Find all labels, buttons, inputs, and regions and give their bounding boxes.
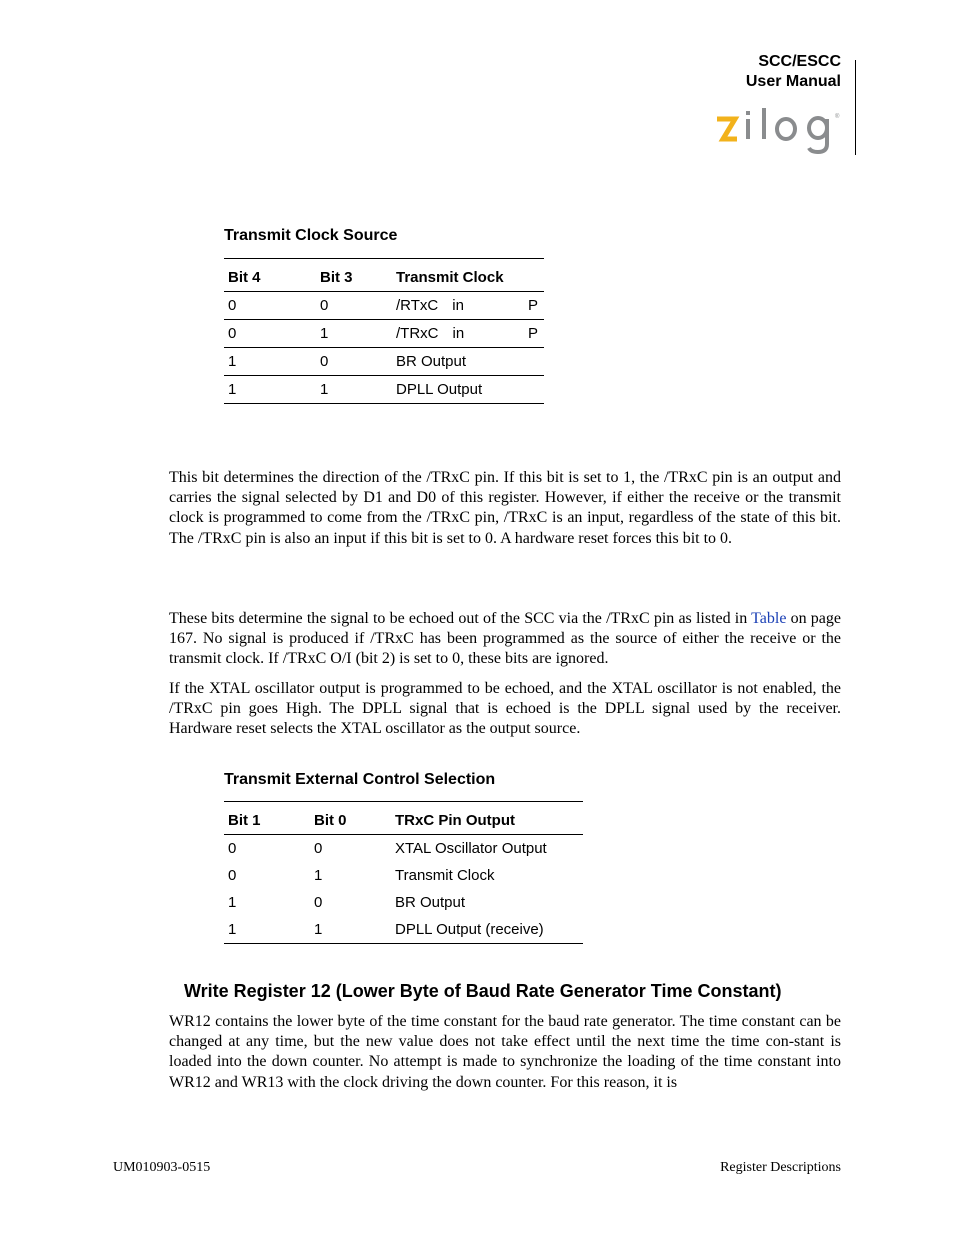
clock-direction: in — [452, 297, 464, 314]
column-header: Bit 1 — [224, 802, 310, 835]
table-row — [224, 320, 544, 348]
paragraph-wr12: WR12 contains the lower byte of the time constant for the baud rate generator. The time constant can be changed at any time, but the new value does not take effect until the next time the time con-stant is loaded into the down counter. No attempt is made to synchronize the loading of the time constant into WR12 and WR13 with the clock driving the down counter. For this reason, it is — [169, 1013, 841, 1091]
clock-suffix: P — [527, 325, 538, 342]
clock-direction: in — [452, 325, 465, 342]
table-row — [224, 889, 583, 916]
table-row — [224, 862, 583, 889]
clock-source: /TRxC — [396, 325, 439, 342]
paragraph-echo-signal — [169, 609, 841, 670]
logo-z-glyph — [717, 119, 737, 139]
table-row — [224, 376, 544, 404]
logo-l-glyph — [762, 108, 766, 139]
section-heading-wr12: Write Register 12 (Lower Byte of Baud Rate Generator Time Constant) — [184, 981, 782, 1001]
column-header: Bit 3 — [316, 259, 392, 292]
table-cell: 1 — [310, 916, 391, 944]
column-header: Bit 0 — [310, 802, 391, 835]
table-cell: 0 — [316, 348, 392, 376]
table-cell: BR Output — [392, 348, 544, 376]
footer-section-name: Register Descriptions — [720, 1160, 841, 1175]
paragraph-text: These bits determine the signal to be echoed out of the SCC via the /TRxC pin as listed in — [169, 610, 752, 627]
table-cell: BR Output — [395, 894, 466, 911]
table-cell: XTAL Oscillator Output — [395, 840, 547, 857]
paragraph-trxc-direction: This bit determines the direction of the /TRxC pin. If this bit is set to 1, the /TRxC pin is an output and carries the signal selected by D1 and D0 of this register. However, if either the receive or the transmit clock is programmed to come from the /TRxC pin, /TRxC is an input, regardless of the state of this bit. The /TRxC pin is also an input if this bit is set to 0. A hardware reset forces this bit to 0. — [169, 469, 841, 547]
table-cell: DPLL Output — [392, 376, 544, 404]
table-cell: 1 — [228, 894, 237, 911]
logo-g-bowl — [809, 118, 827, 138]
table-cell — [392, 292, 544, 320]
table-cell: 1 — [316, 376, 392, 404]
table-row — [224, 292, 544, 320]
logo-i-stem — [746, 119, 750, 139]
clock-suffix: P — [527, 297, 538, 314]
table1-caption: Transmit Clock Source — [224, 227, 398, 244]
table-cell: 1 — [224, 916, 310, 944]
footer-document-id: UM010903-0515 — [113, 1160, 211, 1175]
logo-registered-mark: ® — [835, 114, 840, 120]
table-header-row — [224, 259, 544, 292]
table2-caption: Transmit External Control Selection — [224, 771, 496, 788]
column-header: Bit 4 — [224, 259, 316, 292]
table-cell: 1 — [316, 320, 392, 348]
table-cell: DPLL Output (receive) — [391, 916, 583, 944]
table-cell: 0 — [224, 320, 316, 348]
paragraph-xtal-oscillator: If the XTAL oscillator output is programmed to be echoed, and the XTAL oscillator is not enabled, the /TRxC pin goes High. The DPLL signal that is echoed is the DPLL signal used by the receiver. Hardware reset selects the XTAL oscillator as the output source. — [169, 680, 841, 738]
document-title — [746, 52, 841, 92]
table-cell: 1 — [224, 376, 316, 404]
column-header: Transmit Clock — [392, 259, 544, 292]
table-cell: 0 — [224, 292, 316, 320]
logo-o-glyph — [777, 119, 795, 139]
transmit-clock-source-table — [224, 258, 544, 404]
table-cell: 0 — [228, 840, 237, 857]
table-cell: 0 — [314, 840, 323, 857]
logo-i-dot — [746, 111, 750, 115]
doc-title-line2: User Manual — [745, 73, 841, 90]
table-cell: 0 — [314, 894, 323, 911]
table-cell: 1 — [314, 867, 323, 884]
paragraph-text: on page 167. No signal is produced if /TRxC has been programmed as the source of either the receive or the transmit clock. If /TRxC O/I (bit 2) is set to 0, these bits are ignored. — [169, 610, 842, 668]
table-cell: 0 — [316, 292, 392, 320]
table-reference-link[interactable]: Table — [751, 610, 787, 627]
table-cell: 0 — [228, 867, 237, 884]
table-row — [224, 835, 583, 863]
table-cell: Transmit Clock — [395, 867, 495, 884]
table-row — [224, 916, 583, 944]
doc-title-line1: SCC/ESCC — [758, 53, 841, 70]
zilog-logo — [714, 106, 844, 156]
transmit-external-control-table — [224, 801, 583, 944]
table-row — [224, 348, 544, 376]
table-cell: 1 — [224, 348, 316, 376]
header-divider — [855, 60, 856, 155]
table-cell — [392, 320, 544, 348]
column-header: TRxC Pin Output — [391, 802, 583, 835]
clock-source: /RTxC — [396, 297, 439, 314]
table-header-row — [224, 802, 583, 835]
